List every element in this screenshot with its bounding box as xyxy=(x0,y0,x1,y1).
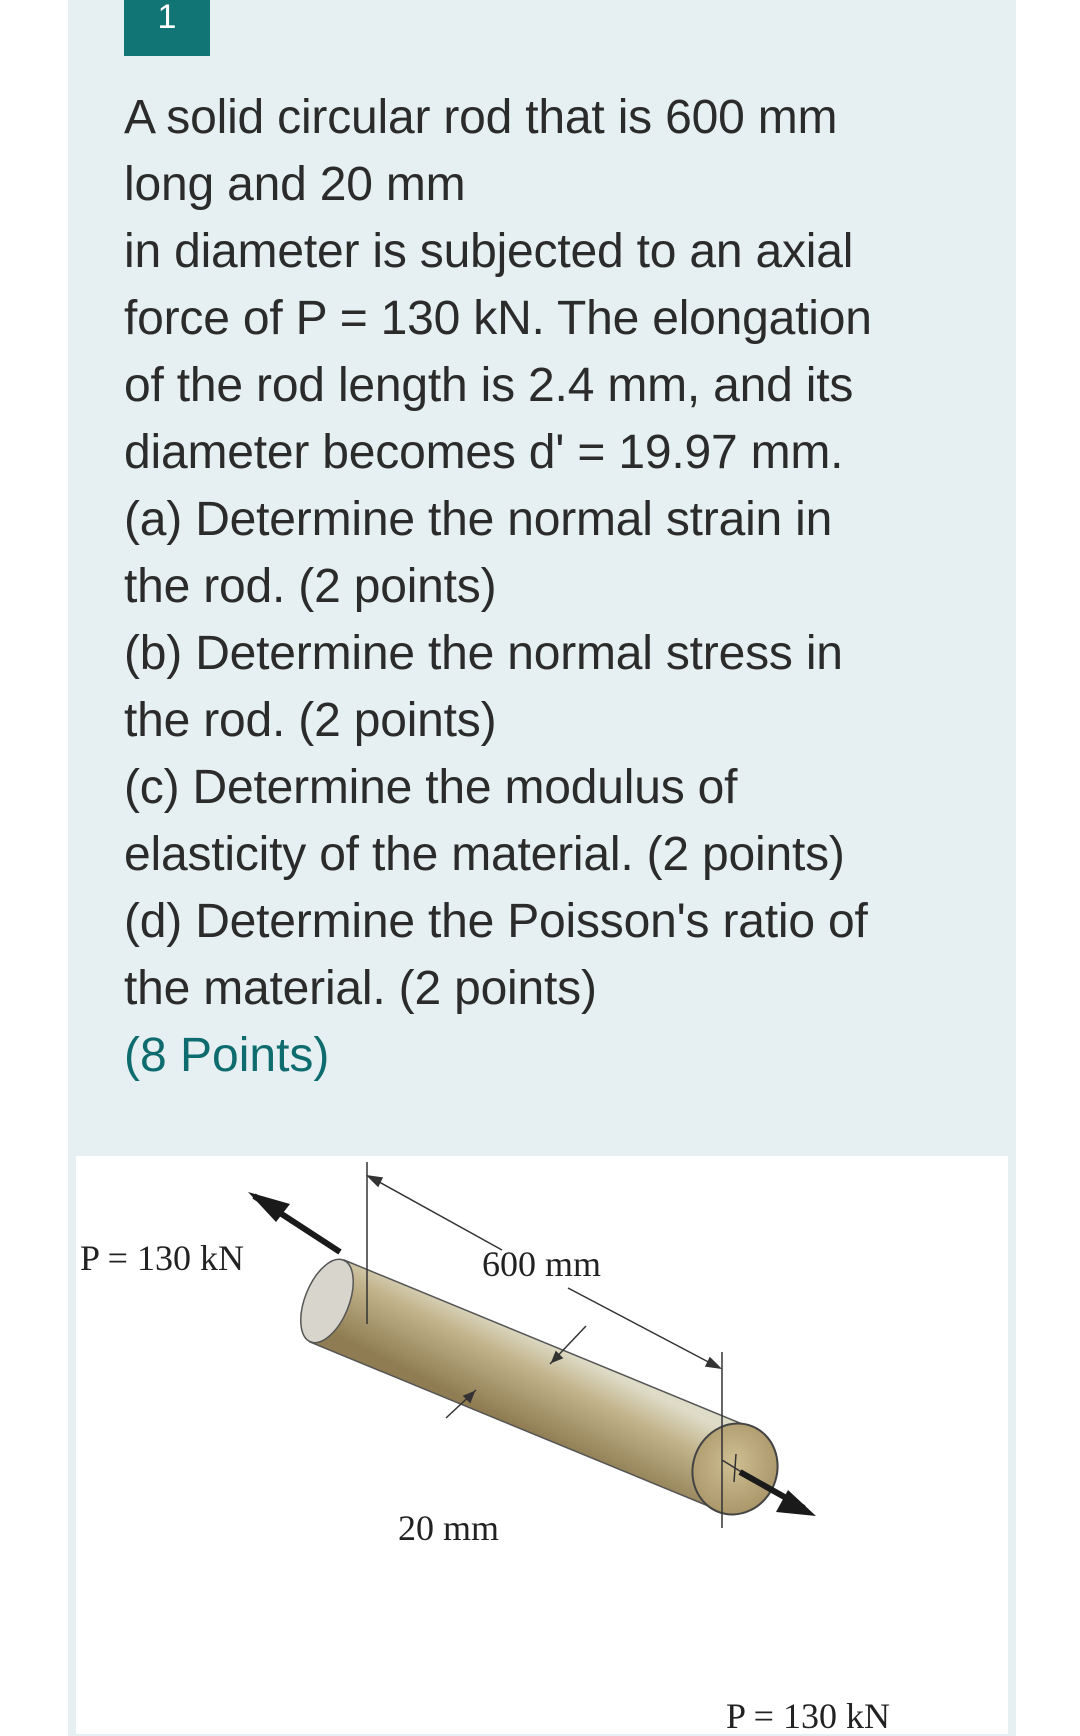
question-line: the rod. (2 points) xyxy=(124,694,497,747)
points-label: (8 Points) xyxy=(124,1029,330,1082)
question-line: of the rod length is 2.4 mm, and its xyxy=(124,359,854,412)
length-label: 600 mm xyxy=(482,1244,602,1284)
question-part-a: (a) Determine the normal strain in xyxy=(124,493,833,546)
question-line: elasticity of the material. (2 points) xyxy=(124,828,845,881)
question-text xyxy=(124,84,960,1022)
right-load-label: P = 130 kN xyxy=(726,1696,890,1734)
question-part-b: (b) Determine the normal stress in xyxy=(124,627,843,680)
left-load-label: P = 130 kN xyxy=(80,1238,244,1278)
question-line: the rod. (2 points) xyxy=(124,560,497,613)
question-line: diameter becomes d' = 19.97 mm. xyxy=(124,426,844,479)
question-part-c: (c) Determine the modulus of xyxy=(124,761,738,814)
left-load-arrow xyxy=(248,1192,340,1252)
question-line: the material. (2 points) xyxy=(124,962,597,1015)
rod-figure xyxy=(76,1156,1008,1734)
diameter-label: 20 mm xyxy=(398,1508,500,1548)
question-line: long and 20 mm xyxy=(124,158,466,211)
question-line: force of P = 130 kN. The elongation xyxy=(124,292,872,345)
question-line: A solid circular rod that is 600 mm xyxy=(124,91,838,144)
rod-body xyxy=(290,1252,791,1527)
question-line: in diameter is subjected to an axial xyxy=(124,225,854,278)
question-number-badge: 1 xyxy=(124,0,210,56)
rod-diagram xyxy=(76,1156,1008,1734)
question-part-d: (d) Determine the Poisson's ratio of xyxy=(124,895,868,948)
